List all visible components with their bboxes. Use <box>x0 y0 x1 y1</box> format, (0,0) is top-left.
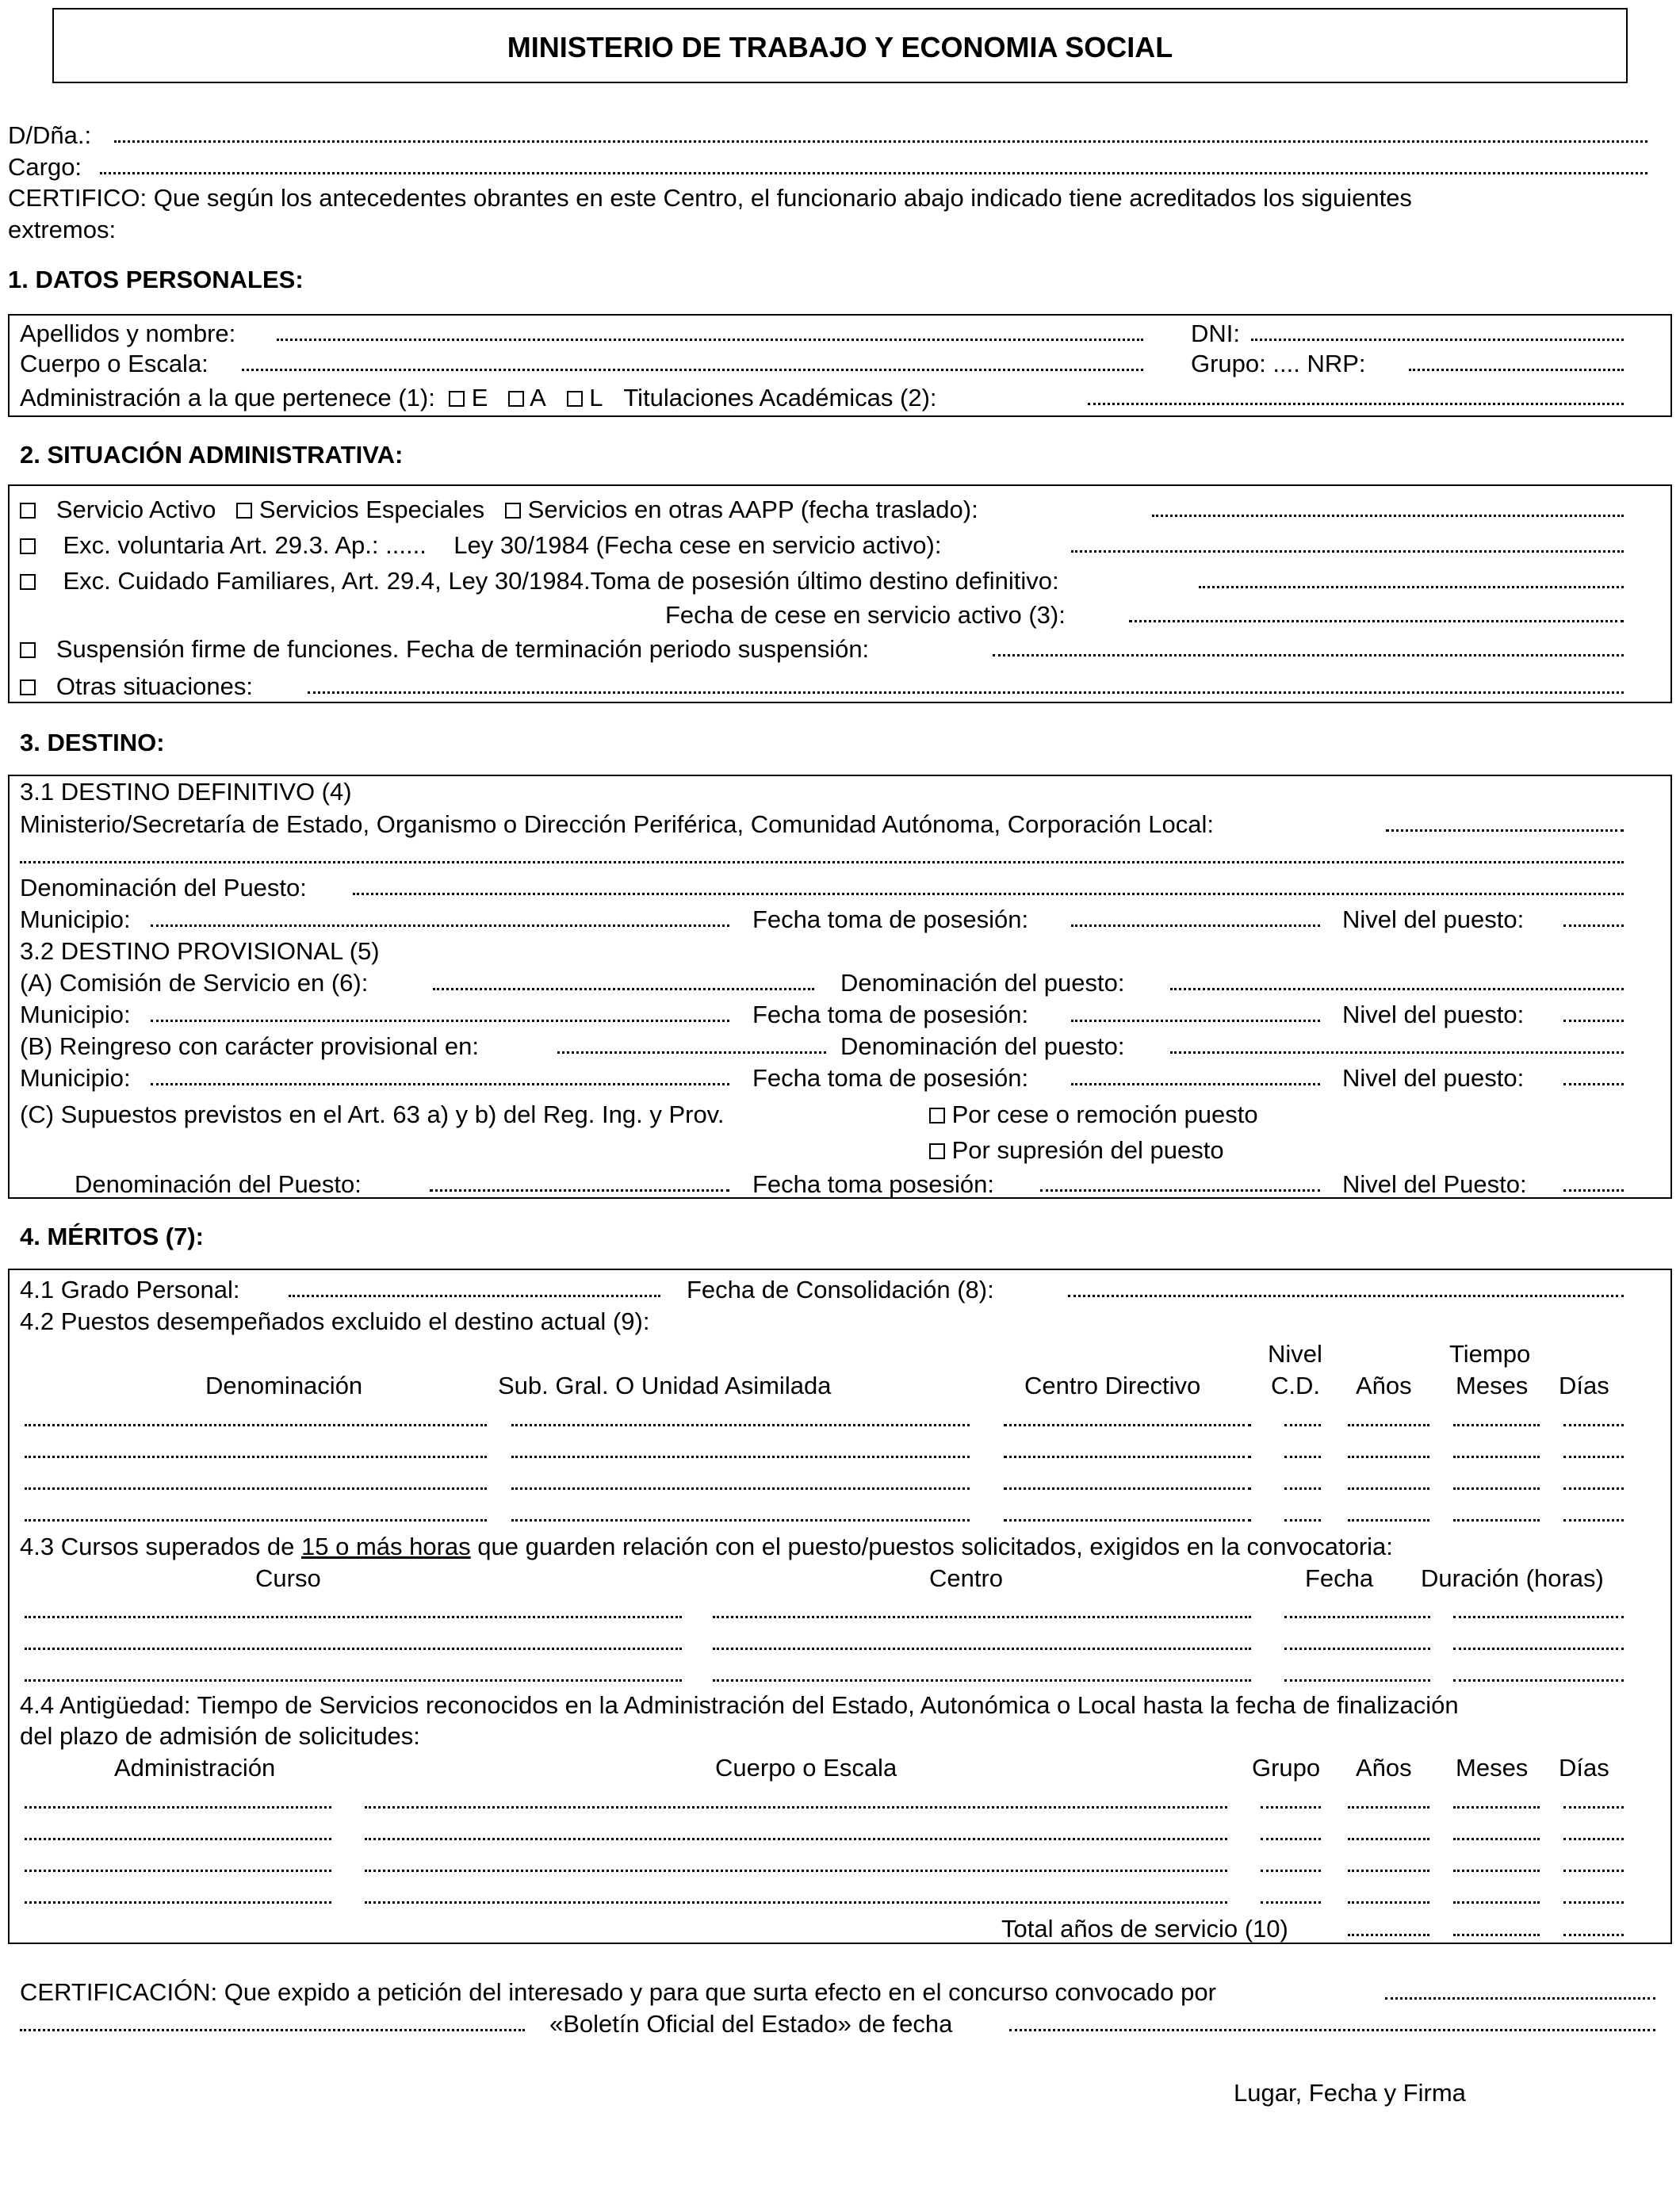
ministerio-field-2[interactable] <box>20 860 1624 863</box>
cuerpo-field[interactable] <box>242 368 1143 371</box>
checkbox-e[interactable] <box>449 391 465 407</box>
reingreso-denominacion-label: Denominación del puesto: <box>840 1032 1125 1060</box>
boletin-label: «Boletín Oficial del Estado» de fecha <box>549 2010 953 2038</box>
situacion-row-3: Exc. Cuidado Familiares, Art. 29.4, Ley 30/1984.Toma de posesión último destino definitivo: <box>20 568 1059 593</box>
otras-situaciones-field[interactable] <box>308 691 1624 694</box>
checkbox-a[interactable] <box>508 391 524 407</box>
situacion-row-1: Servicio Activo Servicios Especiales Servicios en otras AAPP (fecha traslado): <box>20 497 978 522</box>
puestos-row-cell[interactable] <box>1453 1423 1540 1426</box>
puestos-row-cell[interactable] <box>1563 1518 1624 1522</box>
cargo-field[interactable] <box>100 171 1647 174</box>
puestos-row-cell[interactable] <box>1348 1423 1429 1426</box>
puestos-row-cell[interactable] <box>25 1423 487 1426</box>
comision-field[interactable] <box>433 987 814 990</box>
antiguedad-row-cell[interactable] <box>25 1869 331 1872</box>
cursos-label: 4.3 Cursos superados de 15 o más horas que guarden relación con el puesto/puestos solicitados, exigidos en la convocatoria: <box>20 1533 1393 1560</box>
grado-label: 4.1 Grado Personal: <box>20 1276 240 1303</box>
comision-label: (A) Comisión de Servicio en (6): <box>20 969 369 997</box>
header-duracion: Duración (horas) <box>1421 1564 1604 1592</box>
cursos-row-cell[interactable] <box>1284 1647 1430 1650</box>
header-centro-directivo: Centro Directivo <box>1024 1372 1201 1399</box>
antiguedad-row-cell[interactable] <box>1563 1901 1624 1904</box>
header-dias-2: Días <box>1559 1754 1609 1782</box>
antiguedad-row-cell[interactable] <box>365 1805 1227 1809</box>
header-dias: Días <box>1559 1372 1609 1399</box>
puestos-row-cell[interactable] <box>25 1455 487 1458</box>
antiguedad-row-cell[interactable] <box>1563 1837 1624 1840</box>
cursos-row-cell[interactable] <box>713 1679 1251 1682</box>
fecha-cese-ley-field[interactable] <box>1071 549 1624 553</box>
nivel-b-field[interactable] <box>1563 1082 1624 1085</box>
antiguedad-row-cell[interactable] <box>1348 1837 1429 1840</box>
ministerio-field[interactable] <box>1386 829 1624 832</box>
admin-row: Administración a la que pertenece (1): E A L Titulaciones Académicas (2): <box>20 384 937 411</box>
section-2-title: 2. SITUACIÓN ADMINISTRATIVA: <box>20 441 404 469</box>
por-supresion-option: Por supresión del puesto <box>929 1138 1224 1162</box>
cursos-row-cell[interactable] <box>713 1615 1251 1618</box>
header-centro: Centro <box>929 1564 1004 1592</box>
municipio-a-field[interactable] <box>151 1019 729 1022</box>
titulaciones-field[interactable] <box>1088 402 1624 405</box>
antiguedad-row-cell[interactable] <box>1563 1805 1624 1809</box>
dna-field[interactable] <box>114 140 1647 143</box>
puestos-row-cell[interactable] <box>1004 1518 1251 1522</box>
puestos-row-cell[interactable] <box>1453 1518 1540 1522</box>
puestos-row-cell[interactable] <box>1284 1455 1321 1458</box>
c-denominacion-label: Denominación del Puesto: <box>75 1170 362 1198</box>
puestos-row-cell[interactable] <box>1284 1518 1321 1522</box>
antiguedad-row-cell[interactable] <box>25 1901 331 1904</box>
header-grupo: Grupo <box>1252 1754 1321 1782</box>
header-denominacion: Denominación <box>205 1372 363 1399</box>
puestos-row-cell[interactable] <box>1348 1455 1429 1458</box>
nivel-a-field[interactable] <box>1563 1019 1624 1022</box>
section-1-title: 1. DATOS PERSONALES: <box>8 266 304 293</box>
antiguedad-row-cell[interactable] <box>365 1901 1227 1904</box>
nivel-b-label: Nivel del puesto: <box>1342 1064 1525 1092</box>
boletin-fecha-field[interactable] <box>1009 2028 1655 2031</box>
antiguedad-label-2: del plazo de admisión de solicitudes: <box>20 1722 420 1750</box>
antiguedad-row-cell[interactable] <box>1348 1805 1429 1809</box>
nivel-a-label: Nivel del puesto: <box>1342 1001 1525 1028</box>
puestos-row-cell[interactable] <box>1563 1455 1624 1458</box>
antiguedad-row-cell[interactable] <box>1453 1901 1540 1904</box>
header-meses-2: Meses <box>1456 1754 1529 1782</box>
checkbox-otras-situaciones[interactable] <box>20 679 36 695</box>
fecha-toma-label: Fecha toma de posesión: <box>752 905 1029 933</box>
puestos-row-cell[interactable] <box>511 1518 970 1522</box>
municipio-a-label: Municipio: <box>20 1001 131 1028</box>
fecha-toma-a-label: Fecha toma de posesión: <box>752 1001 1029 1028</box>
por-cese-option: Por cese o remoción puesto <box>929 1102 1258 1127</box>
cursos-row-cell[interactable] <box>713 1647 1251 1650</box>
header-fecha: Fecha <box>1305 1564 1374 1592</box>
checkbox-exc-voluntaria[interactable] <box>20 538 36 554</box>
certifico-text: CERTIFICO: Que según los antecedentes obrantes en este Centro, el funcionario abajo indicado tiene acreditados los siguientes <box>8 184 1412 212</box>
antiguedad-row-cell[interactable] <box>1563 1869 1624 1872</box>
checkbox-por-cese[interactable] <box>929 1108 945 1123</box>
header-meses: Meses <box>1456 1372 1529 1399</box>
checkbox-otras-aapp[interactable] <box>505 503 521 519</box>
header-cuerpo: Cuerpo o Escala <box>715 1754 897 1782</box>
total-anos-field[interactable] <box>1348 1933 1429 1936</box>
c-denominacion-field[interactable] <box>430 1189 729 1192</box>
dni-label: DNI: <box>1191 320 1240 347</box>
c-fecha-field[interactable] <box>1040 1189 1320 1192</box>
checkbox-suspension[interactable] <box>20 642 36 658</box>
comision-denominacion-label: Denominación del puesto: <box>840 969 1125 997</box>
checkbox-servicios-especiales[interactable] <box>236 503 252 519</box>
destino-definitivo-heading: 3.1 DESTINO DEFINITIVO (4) <box>20 778 352 806</box>
cursos-row-cell[interactable] <box>1453 1615 1624 1618</box>
cursos-row-cell[interactable] <box>1453 1679 1624 1682</box>
certifico-text-2: extremos: <box>8 216 117 243</box>
comision-denominacion-field[interactable] <box>1170 987 1624 990</box>
municipio-b-label: Municipio: <box>20 1064 131 1092</box>
fecha-toma-field[interactable] <box>1071 924 1320 927</box>
fecha-toma-a-field[interactable] <box>1071 1019 1320 1022</box>
section-3-title: 3. DESTINO: <box>20 729 165 756</box>
destino-provisional-heading: 3.2 DESTINO PROVISIONAL (5) <box>20 937 380 965</box>
puestos-row-cell[interactable] <box>1004 1487 1251 1490</box>
section-4-box <box>8 1269 1672 1944</box>
fecha-cese-label: Fecha de cese en servicio activo (3): <box>665 601 1066 629</box>
consolidacion-field[interactable] <box>1068 1294 1624 1297</box>
c-nivel-label: Nivel del Puesto: <box>1342 1170 1527 1198</box>
ministry-title: MINISTERIO DE TRABAJO Y ECONOMIA SOCIAL <box>507 31 1173 63</box>
suspension-field[interactable] <box>993 653 1624 656</box>
municipio-field[interactable] <box>151 924 729 927</box>
puestos-row-cell[interactable] <box>511 1487 970 1490</box>
puestos-row-cell[interactable] <box>1563 1423 1624 1426</box>
consolidacion-label: Fecha de Consolidación (8): <box>687 1276 994 1303</box>
fecha-traslado-field[interactable] <box>1152 514 1624 517</box>
puestos-row-cell[interactable] <box>25 1518 487 1522</box>
antiguedad-label: 4.4 Antigüedad: Tiempo de Servicios reconocidos en la Administración del Estado, Autonómica o Local hasta la fecha de finalización <box>20 1691 1459 1719</box>
puestos-row-cell[interactable] <box>1563 1487 1624 1490</box>
total-meses-field[interactable] <box>1453 1933 1540 1936</box>
antiguedad-row-cell[interactable] <box>1261 1901 1321 1904</box>
section-4-title: 4. MÉRITOS (7): <box>20 1223 204 1250</box>
puestos-row-cell[interactable] <box>1453 1487 1540 1490</box>
reingreso-field[interactable] <box>557 1051 826 1054</box>
grupo-field[interactable]: .... <box>1272 350 1300 377</box>
toma-posesion-field[interactable] <box>1199 585 1624 588</box>
header-nivel: Nivel <box>1268 1340 1322 1368</box>
puestos-row-cell[interactable] <box>1004 1423 1251 1426</box>
total-dias-field[interactable] <box>1563 1933 1624 1936</box>
situacion-row-5: Suspensión firme de funciones. Fecha de terminación periodo suspensión: <box>20 637 869 661</box>
c-nivel-field[interactable] <box>1563 1189 1624 1192</box>
antiguedad-row-cell[interactable] <box>1261 1805 1321 1809</box>
antiguedad-row-cell[interactable] <box>1453 1837 1540 1840</box>
reingreso-label: (B) Reingreso con carácter provisional en: <box>20 1032 479 1060</box>
antiguedad-row-cell[interactable] <box>365 1869 1227 1872</box>
puestos-row-cell[interactable] <box>25 1487 487 1490</box>
puestos-row-cell[interactable] <box>511 1423 970 1426</box>
checkbox-l[interactable] <box>567 391 583 407</box>
cursos-row-cell[interactable] <box>1284 1679 1430 1682</box>
nivel-field[interactable] <box>1563 924 1624 927</box>
cursos-row-cell[interactable] <box>25 1679 682 1682</box>
header-cd: C.D. <box>1271 1372 1320 1399</box>
header-anos: Años <box>1356 1372 1412 1399</box>
puestos-row-cell[interactable] <box>1284 1423 1321 1426</box>
antiguedad-row-cell[interactable] <box>1261 1869 1321 1872</box>
reingreso-denominacion-field[interactable] <box>1170 1051 1624 1054</box>
grupo-label: Grupo: .... NRP: <box>1191 350 1366 377</box>
apellidos-label: Apellidos y nombre: <box>20 320 236 347</box>
fecha-toma-b-field[interactable] <box>1071 1082 1320 1085</box>
nrp-field[interactable] <box>1409 368 1624 371</box>
antiguedad-row-cell[interactable] <box>1453 1805 1540 1809</box>
header-curso: Curso <box>255 1564 321 1592</box>
fecha-toma-b-label: Fecha toma de posesión: <box>752 1064 1029 1092</box>
antiguedad-row-cell[interactable] <box>1453 1869 1540 1872</box>
ministerio-label: Ministerio/Secretaría de Estado, Organismo o Dirección Periférica, Comunidad Autónoma, Corporación Local: <box>20 810 1214 838</box>
denominacion-puesto-field[interactable] <box>353 892 1624 895</box>
municipio-label: Municipio: <box>20 905 131 933</box>
antiguedad-row-cell[interactable] <box>1261 1837 1321 1840</box>
header-subgral: Sub. Gral. O Unidad Asimilada <box>498 1372 832 1399</box>
puestos-row-cell[interactable] <box>1348 1518 1429 1522</box>
puestos-row-cell[interactable] <box>1284 1487 1321 1490</box>
header-administracion: Administración <box>114 1754 276 1782</box>
antiguedad-row-cell[interactable] <box>25 1837 331 1840</box>
puestos-row-cell[interactable] <box>1348 1487 1429 1490</box>
antiguedad-row-cell[interactable] <box>1348 1901 1429 1904</box>
cursos-row-cell[interactable] <box>1284 1615 1430 1618</box>
concurso-field-2[interactable] <box>20 2028 525 2031</box>
header-anos-2: Años <box>1356 1754 1412 1782</box>
antiguedad-row-cell[interactable] <box>25 1805 331 1809</box>
denominacion-puesto-label: Denominación del Puesto: <box>20 874 307 901</box>
c-fecha-label: Fecha toma posesión: <box>752 1170 995 1198</box>
municipio-b-field[interactable] <box>151 1082 729 1085</box>
header-tiempo: Tiempo <box>1449 1340 1531 1368</box>
cargo-label: Cargo: <box>8 153 82 181</box>
puestos-label: 4.2 Puestos desempeñados excluido el destino actual (9): <box>20 1307 650 1335</box>
exc-voluntaria-apartado-field[interactable]: ...... <box>385 531 427 559</box>
checkbox-exc-cuidado[interactable] <box>20 574 36 590</box>
firma-label: Lugar, Fecha y Firma <box>1234 2079 1466 2107</box>
apellidos-field[interactable] <box>277 338 1143 341</box>
grado-field[interactable] <box>289 1294 660 1297</box>
puestos-row-cell[interactable] <box>1004 1455 1251 1458</box>
checkbox-servicio-activo[interactable] <box>20 503 36 519</box>
cursos-row-cell[interactable] <box>25 1647 682 1650</box>
total-label: Total años de servicio (10) <box>1001 1915 1288 1943</box>
situacion-row-6: Otras situaciones: <box>20 674 253 699</box>
puestos-row-cell[interactable] <box>1453 1455 1540 1458</box>
fecha-cese-field[interactable] <box>1129 619 1624 622</box>
cuerpo-label: Cuerpo o Escala: <box>20 350 209 377</box>
cursos-row-cell[interactable] <box>1453 1647 1624 1650</box>
dni-field[interactable] <box>1251 338 1624 341</box>
certificacion-label: CERTIFICACIÓN: Que expido a petición del interesado y para que surta efecto en el concurso convocado por <box>20 1978 1216 2006</box>
antiguedad-row-cell[interactable] <box>1348 1869 1429 1872</box>
supuestos-label: (C) Supuestos previstos en el Art. 63 a) y b) del Reg. Ing. y Prov. <box>20 1100 725 1128</box>
dna-label: D/Dña.: <box>8 121 92 149</box>
situacion-row-2: Exc. voluntaria Art. 29.3. Ap.: ...... Ley 30/1984 (Fecha cese en servicio activo): <box>20 533 941 557</box>
antiguedad-row-cell[interactable] <box>365 1837 1227 1840</box>
cursos-row-cell[interactable] <box>25 1615 682 1618</box>
nivel-label: Nivel del puesto: <box>1342 905 1525 933</box>
concurso-field[interactable] <box>1385 1996 1655 2000</box>
checkbox-por-supresion[interactable] <box>929 1143 945 1159</box>
puestos-row-cell[interactable] <box>511 1455 970 1458</box>
